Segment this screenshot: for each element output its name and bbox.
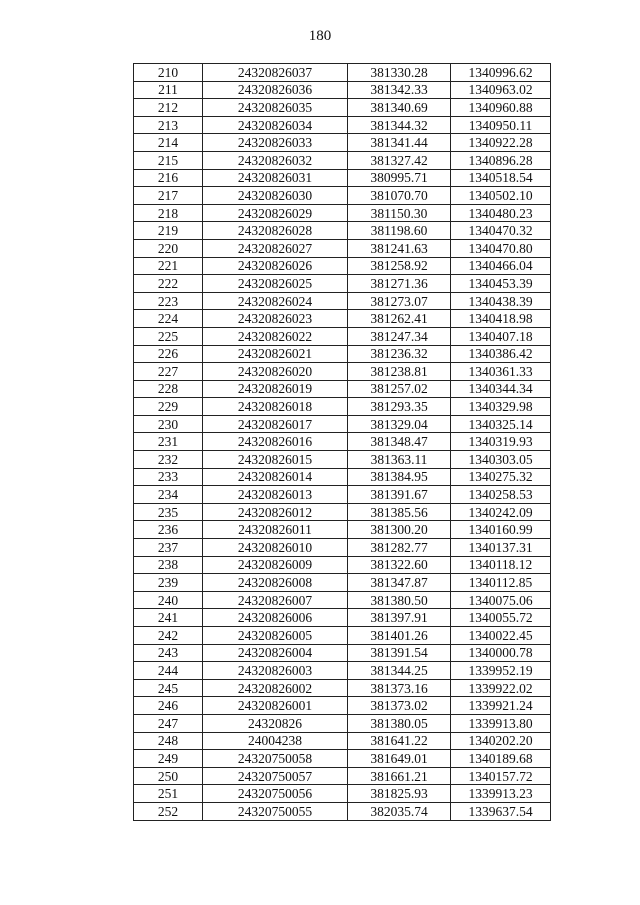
- x-coordinate-cell: 381341.44: [348, 134, 451, 152]
- x-coordinate-cell: 381385.56: [348, 503, 451, 521]
- point-number-cell: 227: [134, 363, 203, 381]
- x-coordinate-cell: 382035.74: [348, 802, 451, 820]
- point-number-cell: 214: [134, 134, 203, 152]
- table-row: [134, 363, 551, 381]
- table-row: [134, 275, 551, 293]
- cadastral-number-cell: 24320826020: [203, 363, 348, 381]
- x-coordinate-cell: 381380.05: [348, 714, 451, 732]
- table-row: [134, 415, 551, 433]
- table-row: [134, 239, 551, 257]
- cadastral-number-cell: 24320826: [203, 714, 348, 732]
- x-coordinate-cell: 381150.30: [348, 204, 451, 222]
- x-coordinate-cell: 381340.69: [348, 99, 451, 117]
- table-row: [134, 662, 551, 680]
- y-coordinate-cell: 1340480.23: [451, 204, 551, 222]
- y-coordinate-cell: 1340960.88: [451, 99, 551, 117]
- table-row: [134, 750, 551, 768]
- cadastral-number-cell: 24320750058: [203, 750, 348, 768]
- point-number-cell: 231: [134, 433, 203, 451]
- point-number-cell: 252: [134, 802, 203, 820]
- x-coordinate-cell: 381293.35: [348, 398, 451, 416]
- table-row: [134, 81, 551, 99]
- x-coordinate-cell: 381241.63: [348, 239, 451, 257]
- x-coordinate-cell: 381391.67: [348, 486, 451, 504]
- table-row: [134, 521, 551, 539]
- cadastral-number-cell: 24320826001: [203, 697, 348, 715]
- x-coordinate-cell: 381649.01: [348, 750, 451, 768]
- point-number-cell: 241: [134, 609, 203, 627]
- x-coordinate-cell: 381330.28: [348, 64, 451, 82]
- x-coordinate-cell: 381327.42: [348, 151, 451, 169]
- point-number-cell: 226: [134, 345, 203, 363]
- point-number-cell: 213: [134, 116, 203, 134]
- y-coordinate-cell: 1339921.24: [451, 697, 551, 715]
- cadastral-number-cell: 24320826010: [203, 539, 348, 557]
- point-number-cell: 233: [134, 468, 203, 486]
- table-row: [134, 292, 551, 310]
- point-number-cell: 220: [134, 239, 203, 257]
- point-number-cell: 239: [134, 574, 203, 592]
- cadastral-number-cell: 24320826005: [203, 627, 348, 645]
- y-coordinate-cell: 1339913.23: [451, 785, 551, 803]
- table-row: [134, 99, 551, 117]
- y-coordinate-cell: 1340055.72: [451, 609, 551, 627]
- y-coordinate-cell: 1340470.80: [451, 239, 551, 257]
- cadastral-number-cell: 24320826030: [203, 187, 348, 205]
- y-coordinate-cell: 1340258.53: [451, 486, 551, 504]
- x-coordinate-cell: 381271.36: [348, 275, 451, 293]
- cadastral-number-cell: 24320826002: [203, 679, 348, 697]
- x-coordinate-cell: 381397.91: [348, 609, 451, 627]
- table-row: [134, 714, 551, 732]
- cadastral-number-cell: 24320826034: [203, 116, 348, 134]
- table-row: [134, 64, 551, 82]
- point-number-cell: 243: [134, 644, 203, 662]
- y-coordinate-cell: 1340963.02: [451, 81, 551, 99]
- cadastral-number-cell: 24320826016: [203, 433, 348, 451]
- table-row: [134, 609, 551, 627]
- table-row: [134, 679, 551, 697]
- table-row: [134, 345, 551, 363]
- y-coordinate-cell: 1340137.31: [451, 539, 551, 557]
- y-coordinate-cell: 1340189.68: [451, 750, 551, 768]
- cadastral-number-cell: 24320826011: [203, 521, 348, 539]
- y-coordinate-cell: 1340112.85: [451, 574, 551, 592]
- point-number-cell: 250: [134, 767, 203, 785]
- y-coordinate-cell: 1340896.28: [451, 151, 551, 169]
- y-coordinate-cell: 1340470.32: [451, 222, 551, 240]
- table-row: [134, 697, 551, 715]
- x-coordinate-cell: 381363.11: [348, 451, 451, 469]
- cadastral-number-cell: 24320826014: [203, 468, 348, 486]
- cadastral-number-cell: 24320826017: [203, 415, 348, 433]
- cadastral-number-cell: 24320826009: [203, 556, 348, 574]
- point-number-cell: 222: [134, 275, 203, 293]
- cadastral-number-cell: 24320826003: [203, 662, 348, 680]
- point-number-cell: 247: [134, 714, 203, 732]
- point-number-cell: 236: [134, 521, 203, 539]
- point-number-cell: 221: [134, 257, 203, 275]
- y-coordinate-cell: 1340453.39: [451, 275, 551, 293]
- table-row: [134, 398, 551, 416]
- x-coordinate-cell: 381282.77: [348, 539, 451, 557]
- point-number-cell: 242: [134, 627, 203, 645]
- table-row: [134, 134, 551, 152]
- cadastral-number-cell: 24320826025: [203, 275, 348, 293]
- x-coordinate-cell: 381070.70: [348, 187, 451, 205]
- x-coordinate-cell: 381391.54: [348, 644, 451, 662]
- x-coordinate-cell: 381342.33: [348, 81, 451, 99]
- point-number-cell: 211: [134, 81, 203, 99]
- table-row: [134, 644, 551, 662]
- y-coordinate-cell: 1340344.34: [451, 380, 551, 398]
- point-number-cell: 232: [134, 451, 203, 469]
- table-row: [134, 187, 551, 205]
- x-coordinate-cell: 381198.60: [348, 222, 451, 240]
- x-coordinate-cell: 381825.93: [348, 785, 451, 803]
- cadastral-number-cell: 24320826018: [203, 398, 348, 416]
- x-coordinate-cell: 381273.07: [348, 292, 451, 310]
- y-coordinate-cell: 1340242.09: [451, 503, 551, 521]
- y-coordinate-cell: 1340075.06: [451, 591, 551, 609]
- point-number-cell: 225: [134, 327, 203, 345]
- point-number-cell: 240: [134, 591, 203, 609]
- y-coordinate-cell: 1340325.14: [451, 415, 551, 433]
- x-coordinate-cell: 381380.50: [348, 591, 451, 609]
- cadastral-number-cell: 24320826035: [203, 99, 348, 117]
- x-coordinate-cell: 381258.92: [348, 257, 451, 275]
- point-number-cell: 244: [134, 662, 203, 680]
- point-number-cell: 249: [134, 750, 203, 768]
- y-coordinate-cell: 1340502.10: [451, 187, 551, 205]
- y-coordinate-cell: 1340996.62: [451, 64, 551, 82]
- y-coordinate-cell: 1340466.04: [451, 257, 551, 275]
- cadastral-number-cell: 24320826037: [203, 64, 348, 82]
- point-number-cell: 251: [134, 785, 203, 803]
- cadastral-number-cell: 24320826004: [203, 644, 348, 662]
- table-row: [134, 591, 551, 609]
- cadastral-number-cell: 24320750055: [203, 802, 348, 820]
- table-row: [134, 257, 551, 275]
- y-coordinate-cell: 1340157.72: [451, 767, 551, 785]
- point-number-cell: 228: [134, 380, 203, 398]
- table-row: [134, 222, 551, 240]
- table-row: [134, 556, 551, 574]
- x-coordinate-cell: 381344.25: [348, 662, 451, 680]
- cadastral-number-cell: 24320826006: [203, 609, 348, 627]
- table-row: [134, 310, 551, 328]
- point-number-cell: 215: [134, 151, 203, 169]
- cadastral-number-cell: 24320826032: [203, 151, 348, 169]
- cadastral-number-cell: 24320826023: [203, 310, 348, 328]
- y-coordinate-cell: 1340022.45: [451, 627, 551, 645]
- y-coordinate-cell: 1340518.54: [451, 169, 551, 187]
- table-row: [134, 433, 551, 451]
- y-coordinate-cell: 1340950.11: [451, 116, 551, 134]
- y-coordinate-cell: 1340329.98: [451, 398, 551, 416]
- cadastral-number-cell: 24320750057: [203, 767, 348, 785]
- cadastral-number-cell: 24320826027: [203, 239, 348, 257]
- point-number-cell: 212: [134, 99, 203, 117]
- point-number-cell: 210: [134, 64, 203, 82]
- cadastral-number-cell: 24320826028: [203, 222, 348, 240]
- y-coordinate-cell: 1339913.80: [451, 714, 551, 732]
- x-coordinate-cell: 381262.41: [348, 310, 451, 328]
- cadastral-number-cell: 24320826022: [203, 327, 348, 345]
- point-number-cell: 234: [134, 486, 203, 504]
- x-coordinate-cell: 381401.26: [348, 627, 451, 645]
- x-coordinate-cell: 381641.22: [348, 732, 451, 750]
- cadastral-number-cell: 24320826024: [203, 292, 348, 310]
- x-coordinate-cell: 381322.60: [348, 556, 451, 574]
- point-number-cell: 248: [134, 732, 203, 750]
- table-row: [134, 451, 551, 469]
- y-coordinate-cell: 1340361.33: [451, 363, 551, 381]
- coordinates-table: [133, 63, 551, 821]
- cadastral-number-cell: 24320826026: [203, 257, 348, 275]
- table-row: [134, 767, 551, 785]
- point-number-cell: 235: [134, 503, 203, 521]
- table-row: [134, 468, 551, 486]
- y-coordinate-cell: 1340407.18: [451, 327, 551, 345]
- table-row: [134, 327, 551, 345]
- cadastral-number-cell: 24320826031: [203, 169, 348, 187]
- point-number-cell: 219: [134, 222, 203, 240]
- x-coordinate-cell: 381373.02: [348, 697, 451, 715]
- table-row: [134, 380, 551, 398]
- x-coordinate-cell: 381257.02: [348, 380, 451, 398]
- point-number-cell: 218: [134, 204, 203, 222]
- cadastral-number-cell: 24320826021: [203, 345, 348, 363]
- table-row: [134, 732, 551, 750]
- x-coordinate-cell: 381661.21: [348, 767, 451, 785]
- y-coordinate-cell: 1340202.20: [451, 732, 551, 750]
- y-coordinate-cell: 1339922.02: [451, 679, 551, 697]
- y-coordinate-cell: 1340319.93: [451, 433, 551, 451]
- cadastral-number-cell: 24320826036: [203, 81, 348, 99]
- y-coordinate-cell: 1340303.05: [451, 451, 551, 469]
- cadastral-number-cell: 24320826013: [203, 486, 348, 504]
- cadastral-number-cell: 24320826008: [203, 574, 348, 592]
- point-number-cell: 238: [134, 556, 203, 574]
- y-coordinate-cell: 1340418.98: [451, 310, 551, 328]
- y-coordinate-cell: 1339952.19: [451, 662, 551, 680]
- x-coordinate-cell: 381344.32: [348, 116, 451, 134]
- table-row: [134, 486, 551, 504]
- cadastral-number-cell: 24320826012: [203, 503, 348, 521]
- y-coordinate-cell: 1340922.28: [451, 134, 551, 152]
- point-number-cell: 230: [134, 415, 203, 433]
- cadastral-number-cell: 24320750056: [203, 785, 348, 803]
- point-number-cell: 245: [134, 679, 203, 697]
- x-coordinate-cell: 381236.32: [348, 345, 451, 363]
- y-coordinate-cell: 1340386.42: [451, 345, 551, 363]
- cadastral-number-cell: 24320826019: [203, 380, 348, 398]
- x-coordinate-cell: 381329.04: [348, 415, 451, 433]
- table-row: [134, 503, 551, 521]
- table-row: [134, 574, 551, 592]
- page-number: 180: [308, 28, 332, 44]
- point-number-cell: 216: [134, 169, 203, 187]
- table-row: [134, 204, 551, 222]
- table-row: [134, 785, 551, 803]
- y-coordinate-cell: 1340160.99: [451, 521, 551, 539]
- cadastral-number-cell: 24320826029: [203, 204, 348, 222]
- point-number-cell: 237: [134, 539, 203, 557]
- table-row: [134, 627, 551, 645]
- y-coordinate-cell: 1340275.32: [451, 468, 551, 486]
- table-row: [134, 169, 551, 187]
- cadastral-number-cell: 24320826007: [203, 591, 348, 609]
- point-number-cell: 229: [134, 398, 203, 416]
- y-coordinate-cell: 1340000.78: [451, 644, 551, 662]
- x-coordinate-cell: 381348.47: [348, 433, 451, 451]
- point-number-cell: 217: [134, 187, 203, 205]
- x-coordinate-cell: 381238.81: [348, 363, 451, 381]
- point-number-cell: 246: [134, 697, 203, 715]
- table-row: [134, 802, 551, 820]
- table-row: [134, 151, 551, 169]
- table-row: [134, 539, 551, 557]
- x-coordinate-cell: 381300.20: [348, 521, 451, 539]
- table-row: [134, 116, 551, 134]
- cadastral-number-cell: 24320826015: [203, 451, 348, 469]
- x-coordinate-cell: 381373.16: [348, 679, 451, 697]
- x-coordinate-cell: 380995.71: [348, 169, 451, 187]
- x-coordinate-cell: 381347.87: [348, 574, 451, 592]
- point-number-cell: 223: [134, 292, 203, 310]
- x-coordinate-cell: 381384.95: [348, 468, 451, 486]
- y-coordinate-cell: 1340438.39: [451, 292, 551, 310]
- point-number-cell: 224: [134, 310, 203, 328]
- cadastral-number-cell: 24320826033: [203, 134, 348, 152]
- x-coordinate-cell: 381247.34: [348, 327, 451, 345]
- y-coordinate-cell: 1339637.54: [451, 802, 551, 820]
- cadastral-number-cell: 24004238: [203, 732, 348, 750]
- table-body: [134, 64, 551, 821]
- y-coordinate-cell: 1340118.12: [451, 556, 551, 574]
